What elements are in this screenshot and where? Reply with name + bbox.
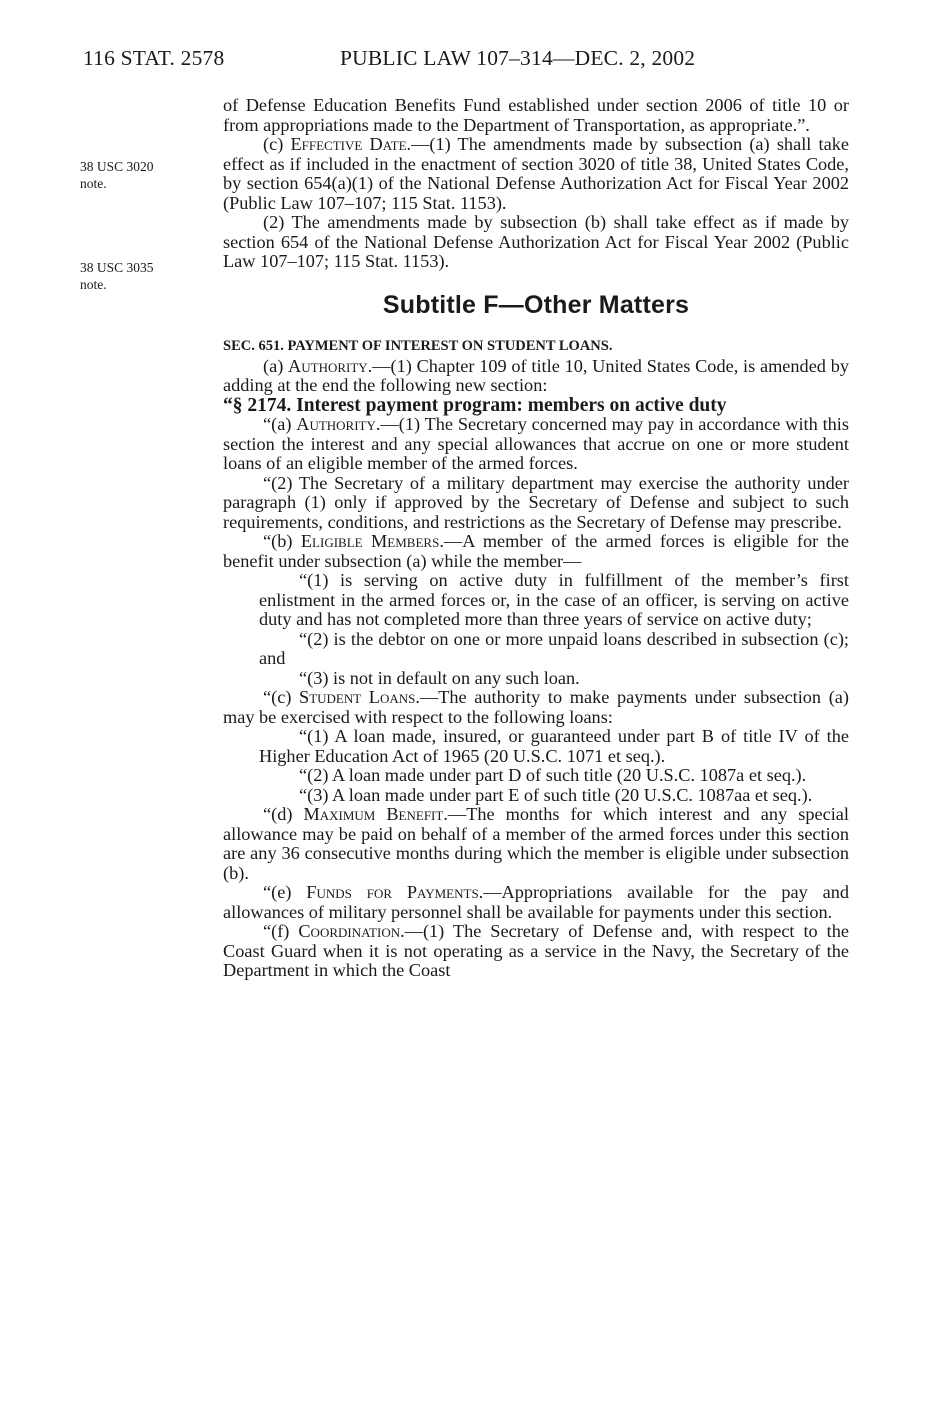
new-section-f-coordination: “(f) Coordination.—(1) The Secretary of Defense and, with respect to the Coast Guard when it is not operating as a service in the Navy, the Secretary of the Department in which the Coast (223, 921, 849, 980)
public-law-title: PUBLIC LAW 107–314—DEC. 2, 2002 (340, 46, 696, 70)
new-section-b-eligible-members: “(b) Eligible Members.—A member of the armed forces is eligible for the benefit under subsection (a) while the member— (223, 531, 849, 571)
subsection-a-authority: (a) Authority.—(1) Chapter 109 of title 10, United States Code, is amended by adding at the end the following new section: (223, 355, 849, 395)
new-section-b-item-3: “(3) is not in default on any such loan. (299, 667, 580, 688)
subtitle-heading: Subtitle F—Other Matters (382, 290, 690, 319)
margin-note-usc-3020: 38 USC 3020 note. (80, 159, 154, 191)
section-2174-heading: “§ 2174. Interest payment program: members on active duty (223, 394, 727, 416)
new-section-c-item-1: “(1) A loan made, insured, or guaranteed under part B of title IV of the Higher Education Act of 1965 (20 U.S.C. 1071 et seq.). (259, 726, 849, 766)
subsection-c-paragraph-2: (2) The amendments made by subsection (b) shall take effect as if made by section 654 of the National Defense Authorization Act for Fiscal Year 2002 (Public Law 107–107; 115 Stat. 1153). (223, 212, 849, 271)
new-section-a-paragraph-2: “(2) The Secretary of a military department may exercise the authority under paragraph (1) only if approved by the Secretary of Defense and subject to such requirements, conditions, and restrictions as the Secretary of Defense may prescribe. (223, 472, 849, 532)
continued-paragraph: of Defense Education Benefits Fund established under section 2006 of title 10 or from appropriations made to the Department of Transportation, as appropriate.”. (223, 95, 849, 135)
section-651-heading: SEC. 651. PAYMENT OF INTEREST ON STUDENT LOANS. (223, 338, 613, 354)
page-header (83, 46, 850, 76)
statute-page-reference: 116 STAT. 2578 (83, 46, 225, 70)
new-section-b-item-1: “(1) is serving on active duty in fulfillment of the member’s first enlistment in the armed forces or, in the case of an officer, is serving on active duty and has not completed more than three years of service on active duty; (259, 570, 849, 629)
new-section-d-maximum-benefit: “(d) Maximum Benefit.—The months for which interest and any special allowance may be paid on behalf of a member of the armed forces under this section are any 36 consecutive months during which the member is eligible under subsection (b). (223, 804, 849, 883)
new-section-b-item-2: “(2) is the debtor on one or more unpaid loans described in subsection (c); and (259, 628, 849, 668)
subsection-c-effective-date: (c) Effective Date.—(1) The amendments made by subsection (a) shall take effect as if included in the enactment of section 3020 of title 38, United States Code, by section 654(a)(1) of the National Defense Authorization Act for Fiscal Year 2002 (Public Law 107–107; 115 Stat. 1153). (223, 134, 849, 213)
new-section-c-item-2: “(2) A loan made under part D of such title (20 U.S.C. 1087a et seq.). (299, 765, 807, 785)
new-section-c-item-3: “(3) A loan made under part E of such title (20 U.S.C. 1087aa et seq.). (299, 784, 813, 805)
new-section-e-funds-for-payments: “(e) Funds for Payments.—Appropriations available for the pay and allowances of military personnel shall be available for payments under this section. (223, 882, 849, 922)
margin-note-usc-3035: 38 USC 3035 note. (80, 260, 154, 292)
main-text-column (223, 96, 849, 981)
new-section-a-authority: “(a) Authority.—(1) The Secretary concerned may pay in accordance with this section the interest and any special allowances that accrue on one or more student loans of an eligible member of the armed forces. (223, 414, 849, 473)
new-section-c-student-loans: “(c) Student Loans.—The authority to make payments under subsection (a) may be exercised with respect to the following loans: (223, 687, 849, 727)
